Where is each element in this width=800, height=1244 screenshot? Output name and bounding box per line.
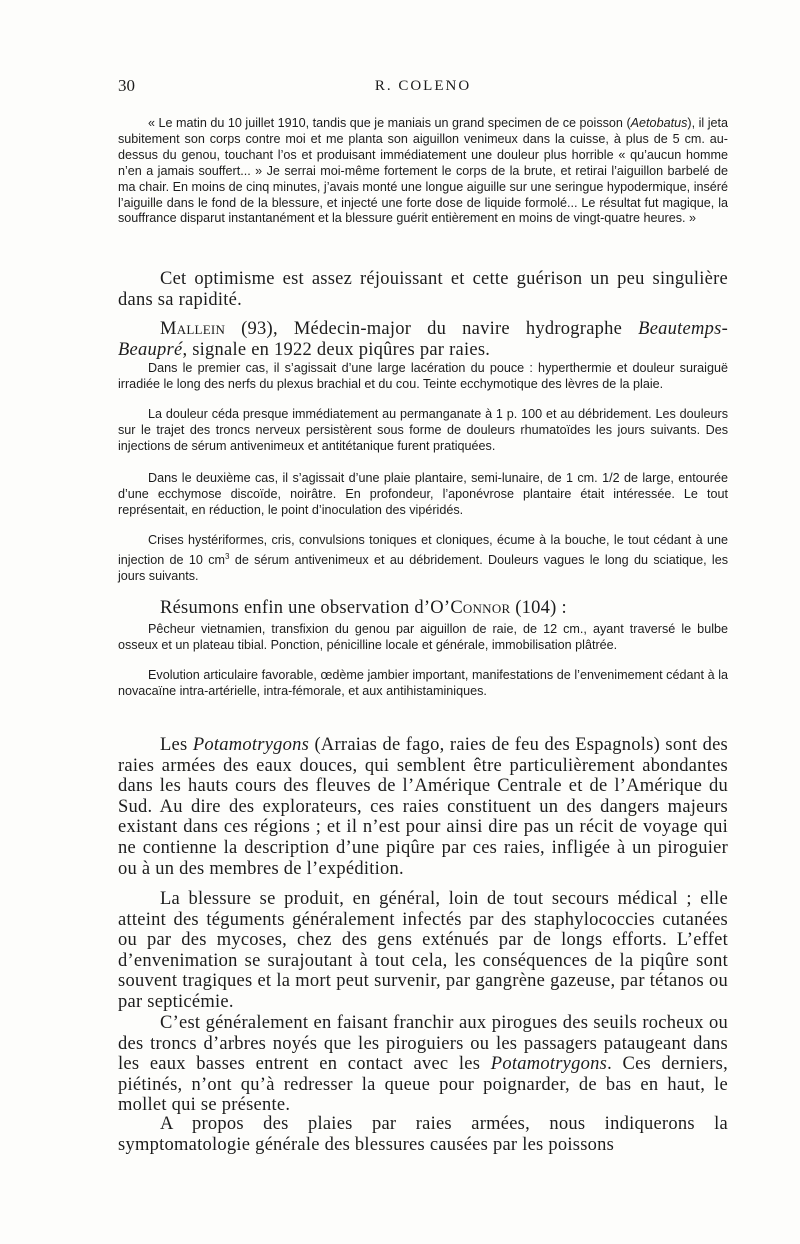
quote-text-a: « Le matin du 10 juillet 1910, tandis que je maniais un grand specimen de ce poisson ( xyxy=(148,116,631,130)
resumons-text-b: (104) : xyxy=(510,598,567,618)
case1-paragraph-1: Dans le premier cas, il s’agissait d’une large lacération du pouce : hyperthermie et douleur suraiguë irradiée le long des nerfs du plexus brachial et du cou. Teinte ecchymotique des lèvres de la plaie. xyxy=(118,361,728,391)
running-head: R. COLENO xyxy=(374,78,472,94)
genus-potamotrygons-2: Potamotrygons xyxy=(490,1054,608,1075)
quote-paragraph xyxy=(118,116,728,227)
page-header xyxy=(118,76,728,100)
paragraph-propos: A propos des plaies par raies armées, nous indiquerons la symptomatologie générale des blessures causées par les poissons xyxy=(118,1114,728,1155)
resumons-text-a: Résumons enfin une observation d’O’ xyxy=(160,598,451,618)
potamotrygons-text-b: (Arraias de fago, raies de feu des Espagnols) sont des raies armées des eaux douces, qui semblent être particulièrement abondantes dans les hauts cours des fleuves de l’Amérique Centrale et de l’Amérique du Sud. Au dire des explorateurs, ces raies constituent un des dangers majeurs existant dans ces régions ; et il n’est pour ainsi dire pas un récit de voyage qui ne contienne la description d’une piqûre par ces raies, infligée à un piroguier ou à un des membres de l’expédition. xyxy=(118,735,728,879)
paragraph-potamotrygons xyxy=(118,735,728,879)
mallein-text-a: (93), Médecin-major du navire hydrographe xyxy=(225,319,639,339)
case2-paragraph-2 xyxy=(118,533,728,585)
pirogues-text-a: C’est généralement en faisant franchir aux pirogues des seuils rocheux ou des troncs d’arbres noyés que les piroguiers ou les passagers pataugeant dans les eaux basses entrent en contact avec les xyxy=(118,1013,728,1075)
quote-genus: Aetobatus xyxy=(630,116,688,130)
paragraph-optimisme: Cet optimisme est assez réjouissant et cette guérison un peu singulière dans sa rapidité. xyxy=(118,269,728,310)
oconnor-paragraph-2: Evolution articulaire favorable, œdème jambier important, manifestations de l’envenimement cédant à la novacaïne intra-artérielle, intra-fémorale, et aux antihistaminiques. xyxy=(118,668,728,698)
mallein-text-b: , signale en 1922 deux piqûres par raies. xyxy=(182,339,491,360)
author-mallein: Mallein xyxy=(160,319,226,339)
case1-paragraph-2: La douleur céda presque immédiatement au permanganate à 1 p. 100 et au débridement. Les douleurs sur le trajet des troncs nerveux persistèrent sous forme de douleurs rhumatoïdes les jours suivants. Des injections de sérum antivenimeux et antitétanique furent pratiquées. xyxy=(118,407,728,453)
quote-text-b: ), il jeta subitement son corps contre moi et me planta son aiguillon venimeux dans la cuisse, à plus de 5 cm. au-dessus du genou, touchant l’os et produisant immédiatement une douleur plus horrible « qu’aucun homme n’en a jamais souffert... » Je serrai moi-même fortement le corps de la brute, et retirai l’aiguillon barbelé de ma chair. En moins de cinq minutes, j’avais monté une longue aiguille sur une seringue hypodermique, inséré l’aiguille dans le fond de la blessure, et injecté une forte dose de liquide formolé... Le résultat fut magique, la souffrance disparut instantanément et la blessure guérit entièrement en moins de vingt-quatre heures. » xyxy=(118,116,728,226)
pirogues-text-b: . Ces derniers, piétinés, n’ont qu’à redresser la queue pour poignarder, de bas en haut, le mollet qui se présente. xyxy=(118,1054,728,1116)
case2-paragraph-1: Dans le deuxième cas, il s’agissait d’une plaie plantaire, semi-lunaire, de 1 cm. 1/2 de large, entourée d’une ecchymose discoïde, noirâtre. En profondeur, l’aponévrose plantaire était intéressée. Le tout représentait, en réduction, le point d’inoculation des vipéridés. xyxy=(118,471,728,517)
oconnor-paragraph-1: Pêcheur vietnamien, transfixion du genou par aiguillon de raie, de 12 cm., ayant traversé le bulbe osseux et un plateau tibial. Ponction, pénicilline locale et générale, immobilisation plâtrée. xyxy=(118,622,728,652)
paragraph-resumons xyxy=(118,598,728,619)
case2-text-a: Crises hystériformes, cris, convulsions toniques et cloniques, écume à la bouche, le tout cédant à une injection de 10 cm xyxy=(118,533,728,568)
paragraph-mallein xyxy=(118,319,728,360)
paragraph-blessure: La blessure se produit, en général, loin de tout secours médical ; elle atteint des téguments généralement infectés par des staphylococcies cutanées ou par des mycoses, chez des gens exténués par de longs efforts. L’effet d’envenimation se surajoutant à tout cela, les conséquences de la piqûre sont souvent tragiques et la mort peut survenir, par gangrène gazeuse, par tétanos ou par septicémie. xyxy=(118,889,728,1012)
ship-name: Beautemps-Beaupré xyxy=(118,319,728,360)
case2-text-b: de sérum antivenimeux et au débridement. Douleurs vagues le long du sciatique, les jours suivants. xyxy=(118,553,729,583)
potamotrygons-text-a: Les xyxy=(160,735,193,755)
cubic-superscript: 3 xyxy=(225,551,230,561)
author-oconnor: Connor xyxy=(450,598,511,618)
paragraph-pirogues xyxy=(118,1013,728,1116)
genus-potamotrygons: Potamotrygons xyxy=(192,735,310,755)
page-number: 30 xyxy=(118,76,135,95)
